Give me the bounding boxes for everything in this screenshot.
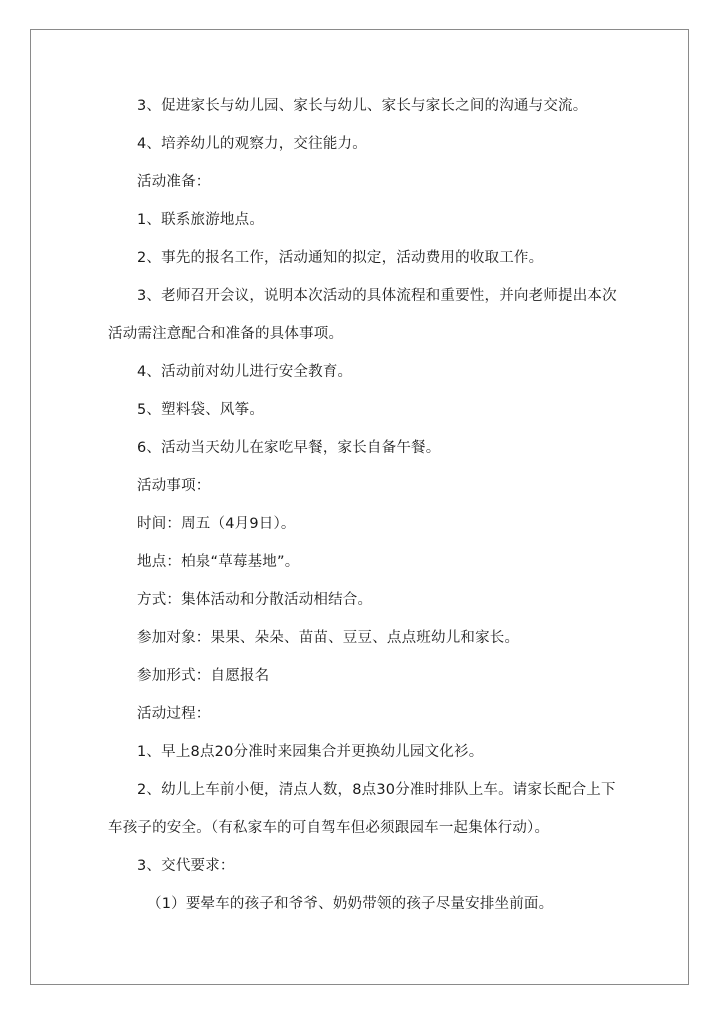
paragraph-line: 3、促进家长与幼儿园、家长与幼儿、家长与家长之间的沟通与交流。 [137, 98, 588, 114]
paragraph-line: 时间：周五（4月9日）。 [137, 516, 296, 532]
section-heading: 活动准备： [137, 174, 211, 190]
paragraph-line: 1、早上8点20分准时来园集合并更换幼儿园文化衫。 [137, 744, 484, 760]
paragraph-line: 5、塑料袋、风筝。 [137, 402, 265, 418]
paragraph-line: 活动需注意配合和准备的具体事项。 [108, 326, 344, 342]
paragraph-line: 4、培养幼儿的观察力，交往能力。 [137, 136, 367, 152]
paragraph-line: 3、交代要求： [137, 858, 235, 874]
paragraph-line: 6、活动当天幼儿在家吃早餐，家长自备午餐。 [137, 440, 441, 456]
section-heading: 活动事项： [137, 478, 211, 494]
paragraph-line: 参加对象：果果、朵朵、苗苗、豆豆、点点班幼儿和家长。 [137, 630, 520, 646]
paragraph-line: 地点：柏泉“草莓基地”。 [137, 554, 300, 570]
paragraph-line: 4、活动前对幼儿进行安全教育。 [137, 364, 353, 380]
paragraph-line: 方式：集体活动和分散活动相结合。 [137, 592, 373, 608]
section-heading: 活动过程： [137, 706, 211, 722]
paragraph-line: 1、联系旅游地点。 [137, 212, 265, 228]
paragraph-line: （1）要晕车的孩子和爷爷、奶奶带领的孩子尽量安排坐前面。 [147, 896, 554, 912]
paragraph-line: 2、事先的报名工作，活动通知的拟定，活动费用的收取工作。 [137, 250, 544, 266]
paragraph-line: 参加形式：自愿报名 [137, 668, 270, 684]
paragraph-line: 2、幼儿上车前小便，清点人数，8点30分准时排队上车。请家长配合上下 [137, 782, 616, 798]
page-frame [30, 29, 689, 985]
paragraph-line: 3、老师召开会议，说明本次活动的具体流程和重要性，并向老师提出本次 [137, 288, 617, 304]
paragraph-line: 车孩子的安全。（有私家车的可自驾车但必须跟园车一起集体行动）。 [108, 820, 550, 836]
